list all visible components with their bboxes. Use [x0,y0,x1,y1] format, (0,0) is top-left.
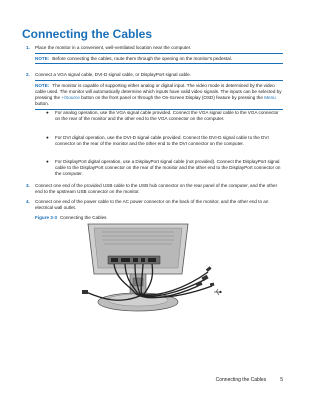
bullet-displayport [46,159,282,178]
note-1-text: Before connecting the cables, route them through the opening on the monitor's pedestal. [52,55,232,61]
note-2-tag: NOTE: [35,82,50,88]
footer-section-title: Connecting the Cables [215,377,267,383]
step-3-number: 3. [26,183,30,188]
page-title: Connecting the Cables [22,27,153,41]
power-port [148,258,156,262]
bullet-marker: ● [46,135,49,140]
bullet-marker: ● [46,110,49,115]
dvi-port [121,258,130,262]
bullet-vga-text: For analog operation, use the VGA signal cable provided. Connect the VGA signal cable to the VGA connector on the rear of the monitor and the other end to the VGA connector on the computer. [55,110,279,122]
note-2-text-b: button on the front panel or through the On-Screen Display (OSD) feature by pressing the [79,94,265,100]
menu-button-link[interactable]: Menu [264,94,276,100]
step-2 [26,72,283,78]
usb-plug [210,283,214,287]
bullet-marker: ● [46,159,49,164]
cable-connection-illustration [80,222,222,314]
page-number: 5 [280,377,283,383]
note-1-tag: NOTE: [35,55,50,61]
displayport-plug [206,266,212,272]
displayport-port [133,258,138,262]
step-4 [26,199,283,211]
vga-plug [195,281,202,287]
vga-port [111,258,118,262]
step-2-number: 2. [26,72,30,77]
power-plug [82,290,88,294]
figure-label: Figure 2-3 [35,215,57,220]
usb-icon [214,289,221,295]
bullet-vga [46,110,282,122]
source-button-link[interactable]: +/Source [61,94,80,100]
step-4-text: Connect one end of the power cable to the AC power connector on the back of the monitor, and the other end to an electrical wall outlet. [35,199,269,211]
bullet-dvi [46,135,282,147]
step-4-number: 4. [26,199,30,204]
note-video-input [35,80,283,110]
note-2-text-a: The monitor is capable of supporting either analog or digital input. The video mode is determined by the video cable used. The monitor will automatically determine which inputs have valid video signals. The inputs can be selected by pressing the [35,82,282,100]
page-footer [216,377,283,383]
bullet-dvi-text: For DVI digital operation, use the DVI-D signal cable provided. Connect the DVI-D signal cable to the DVI connector on the rear of the monitor and the other end to the DVI connector on the computer. [55,135,269,147]
step-1-number: 1. [26,45,30,50]
step-2-text: Connect a VGA signal cable, DVI-D signal cable, or DisplayPort signal cable. [35,72,192,77]
figure-caption [35,215,106,221]
step-1 [26,45,283,51]
bullet-displayport-text: For DisplayPort digital operation, use a DisplayPort signal cable (not provided). Connect the DisplayPort signal cable to the DisplayPort connector on the rear of the monitor and the other end to the DisplayPort connector on the computer. [55,159,281,177]
step-3-text: Connect one end of the provided USB cable to the USB hub connector on the rear panel of the computer, and the other end to the upstream USB connector on the monitor. [35,183,278,195]
usb-port [141,258,145,262]
step-1-text: Place the monitor in a convenient, well-ventilated location near the computer. [35,45,192,50]
figure-caption-text: Connecting the Cables [59,215,107,220]
step-3 [26,183,283,195]
note-route-cables [35,53,283,64]
note-2-text-c: button. [35,101,50,107]
